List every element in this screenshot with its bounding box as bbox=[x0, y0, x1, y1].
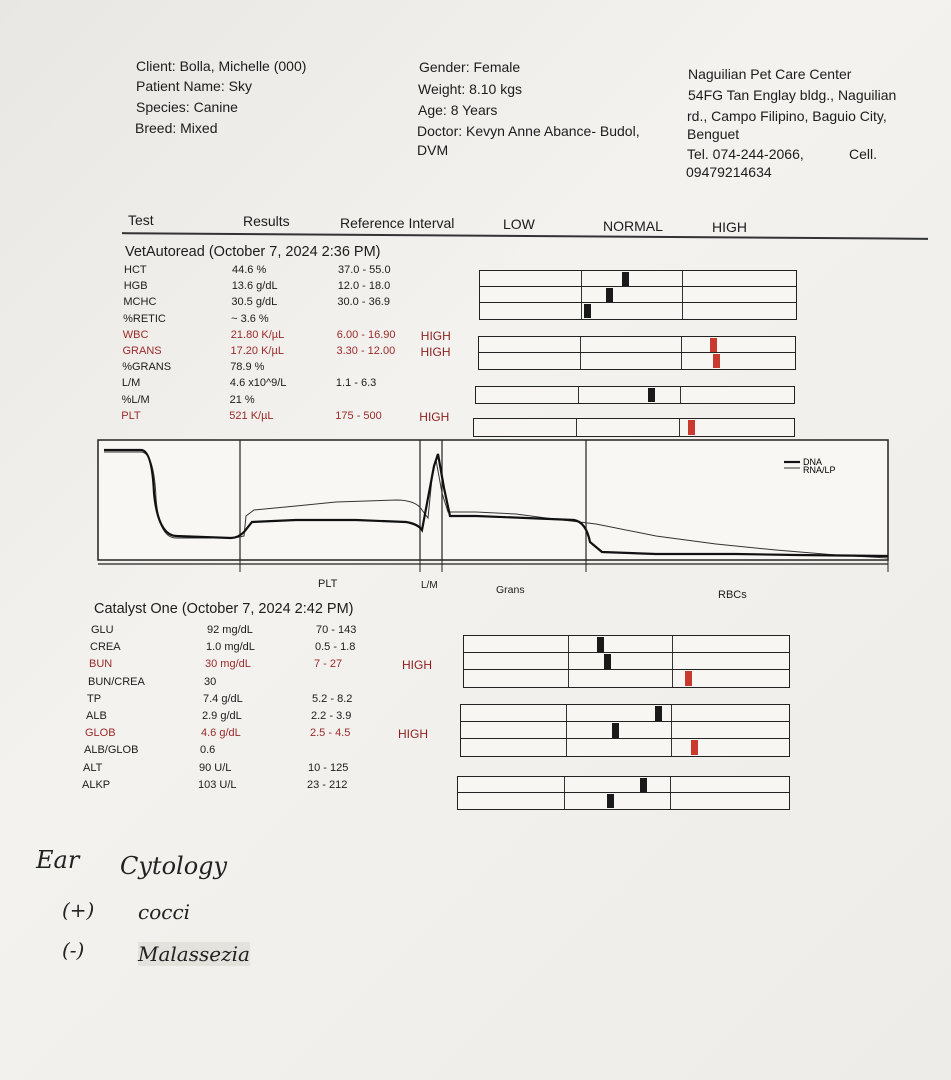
clinic-cell: 09479214634 bbox=[686, 164, 772, 180]
range-bar bbox=[463, 669, 790, 688]
test-name: MCHC bbox=[123, 296, 157, 309]
note-positive: (+) bbox=[62, 898, 95, 922]
clinic-address-2: rd., Campo Filipino, Baguio City, bbox=[687, 108, 887, 124]
range-divider bbox=[566, 722, 567, 739]
reference-interval: 175 - 500 bbox=[335, 409, 382, 422]
range-divider bbox=[681, 353, 682, 369]
test-result: 90 U/L bbox=[199, 761, 232, 774]
high-flag: HIGH bbox=[398, 727, 428, 742]
clinic-address-1: 54FG Tan Englay bldg., Naguilian bbox=[688, 87, 897, 103]
range-divider bbox=[581, 287, 582, 303]
range-bar bbox=[479, 302, 797, 320]
value-marker bbox=[606, 288, 613, 302]
range-divider bbox=[671, 722, 672, 739]
reference-interval: 1.1 - 6.3 bbox=[335, 377, 377, 390]
test-result: 44.6 % bbox=[232, 264, 267, 276]
range-divider bbox=[682, 303, 683, 319]
test-name: ALT bbox=[83, 761, 103, 774]
range-divider bbox=[670, 793, 671, 809]
test-name: CREA bbox=[90, 641, 121, 654]
clinic-name: Naguilian Pet Care Center bbox=[688, 66, 852, 82]
test-name: ALB bbox=[86, 710, 107, 722]
range-divider bbox=[578, 387, 579, 403]
high-value-marker bbox=[710, 338, 717, 352]
histogram-label-plt: PLT bbox=[318, 578, 338, 590]
reference-interval: 2.5 - 4.5 bbox=[310, 727, 351, 740]
range-bar-group bbox=[473, 418, 795, 435]
weight: Weight: 8.10 kgs bbox=[418, 81, 523, 97]
range-divider bbox=[679, 419, 680, 436]
range-divider bbox=[682, 287, 683, 303]
reference-interval: 10 - 125 bbox=[308, 761, 349, 774]
test-result: 21.80 K/µL bbox=[230, 328, 285, 341]
test-result: 30 bbox=[204, 675, 217, 688]
range-divider bbox=[580, 353, 581, 369]
high-flag: HIGH bbox=[419, 409, 450, 424]
reference-interval: 23 - 212 bbox=[307, 778, 348, 791]
note-cytology: Cytology bbox=[120, 852, 228, 880]
test-name: GLU bbox=[91, 624, 114, 636]
range-divider bbox=[566, 705, 567, 722]
range-bar-group bbox=[463, 635, 790, 686]
range-divider bbox=[564, 793, 565, 809]
test-name: GRANS bbox=[122, 345, 162, 357]
range-divider bbox=[672, 670, 673, 687]
range-divider bbox=[566, 739, 567, 756]
value-marker bbox=[640, 778, 647, 792]
test-name: %RETIC bbox=[123, 312, 166, 325]
note-malassezia: Malassezia bbox=[138, 942, 250, 966]
test-result: 7.4 g/dL bbox=[203, 692, 243, 705]
range-divider bbox=[672, 636, 673, 653]
high-value-marker bbox=[691, 740, 698, 755]
clinic-address-3: Benguet bbox=[687, 126, 740, 142]
header-rule bbox=[122, 232, 928, 240]
test-result: 30.5 g/dL bbox=[231, 296, 278, 309]
patient-name: Patient Name: Sky bbox=[136, 78, 252, 94]
range-bar bbox=[478, 336, 796, 354]
range-divider bbox=[581, 303, 582, 319]
note-cocci: cocci bbox=[138, 900, 191, 924]
histogram-label-lm: L/M bbox=[421, 580, 438, 591]
test-name: %GRANS bbox=[122, 361, 172, 374]
reference-interval: 7 - 27 bbox=[314, 658, 343, 671]
range-bar bbox=[457, 776, 790, 794]
range-bar-group bbox=[479, 270, 797, 318]
range-bar bbox=[457, 792, 790, 810]
range-bar-group bbox=[460, 704, 790, 755]
range-bar bbox=[478, 352, 796, 370]
test-name: HGB bbox=[123, 280, 148, 293]
value-marker bbox=[607, 794, 614, 808]
clinic-cell-label: Cell. bbox=[849, 146, 878, 162]
range-bar bbox=[479, 270, 797, 288]
high-value-marker bbox=[685, 671, 692, 686]
range-divider bbox=[568, 636, 569, 653]
test-name: BUN/CREA bbox=[88, 675, 145, 688]
value-marker bbox=[584, 304, 591, 318]
age: Age: 8 Years bbox=[418, 102, 498, 118]
value-marker bbox=[612, 723, 619, 738]
range-bar bbox=[473, 418, 795, 437]
clinic-tel: Tel. 074-244-2066, bbox=[687, 146, 804, 162]
test-name: WBC bbox=[122, 328, 149, 341]
range-bar bbox=[479, 286, 797, 304]
test-result: 0.6 bbox=[200, 744, 216, 757]
vetautoread-title: VetAutoread (October 7, 2024 2:36 PM) bbox=[125, 244, 381, 260]
reference-interval: 6.00 - 16.90 bbox=[336, 328, 396, 341]
range-divider bbox=[682, 271, 683, 287]
range-divider bbox=[568, 653, 569, 670]
range-bar bbox=[463, 635, 790, 654]
test-name: GLOB bbox=[85, 727, 116, 740]
histogram-svg bbox=[96, 438, 891, 588]
col-high: HIGH bbox=[712, 219, 747, 235]
range-bar bbox=[475, 386, 795, 404]
high-flag: HIGH bbox=[420, 328, 451, 343]
reference-interval: 3.30 - 12.00 bbox=[336, 345, 396, 357]
test-result: 78.9 % bbox=[230, 361, 265, 374]
reference-interval: 0.5 - 1.8 bbox=[315, 641, 356, 654]
high-flag: HIGH bbox=[420, 345, 451, 359]
col-reference: Reference Interval bbox=[340, 215, 455, 231]
test-name: ALB/GLOB bbox=[84, 744, 139, 757]
breed: Breed: Mixed bbox=[135, 120, 218, 136]
range-bar-group bbox=[457, 776, 790, 808]
high-flag: HIGH bbox=[402, 658, 432, 673]
value-marker bbox=[604, 654, 611, 669]
test-name: L/M bbox=[121, 377, 141, 390]
species: Species: Canine bbox=[136, 99, 238, 115]
reference-interval: 37.0 - 55.0 bbox=[338, 264, 391, 276]
doctor-title: DVM bbox=[417, 142, 449, 158]
gender: Gender: Female bbox=[419, 59, 521, 75]
test-result: 13.6 g/dL bbox=[231, 280, 278, 293]
col-normal: NORMAL bbox=[603, 218, 663, 234]
range-divider bbox=[672, 653, 673, 670]
test-name: %L/M bbox=[121, 393, 150, 406]
range-divider bbox=[671, 739, 672, 756]
range-divider bbox=[671, 705, 672, 722]
histogram-frame bbox=[98, 440, 888, 560]
catalyst-title: Catalyst One (October 7, 2024 2:42 PM) bbox=[94, 601, 354, 617]
reference-interval: 5.2 - 8.2 bbox=[312, 692, 353, 705]
col-test: Test bbox=[128, 212, 154, 228]
test-result: 30 mg/dL bbox=[205, 658, 251, 671]
value-marker bbox=[648, 388, 655, 402]
legend-rna: RNA/LP bbox=[803, 465, 836, 475]
range-bar bbox=[460, 704, 790, 723]
test-name: HCT bbox=[124, 264, 147, 276]
range-bar-group bbox=[478, 336, 796, 368]
high-value-marker bbox=[688, 420, 695, 435]
reference-interval: 2.2 - 3.9 bbox=[311, 710, 352, 722]
range-divider bbox=[568, 670, 569, 687]
range-divider bbox=[680, 387, 681, 403]
legend-dna: DNA bbox=[803, 457, 823, 467]
note-negative: (-) bbox=[62, 938, 85, 962]
reference-interval: 12.0 - 18.0 bbox=[337, 280, 391, 293]
range-bar-group bbox=[475, 386, 795, 402]
test-result: 4.6 x10^9/L bbox=[229, 377, 287, 390]
reference-interval: 30.0 - 36.9 bbox=[337, 296, 390, 309]
histogram-label-grans: Grans bbox=[496, 584, 525, 596]
test-result: 103 U/L bbox=[198, 778, 237, 791]
test-result: 17.20 K/µL bbox=[230, 345, 284, 357]
range-bar bbox=[463, 652, 790, 671]
client-name: Client: Bolla, Michelle (000) bbox=[136, 58, 307, 74]
test-name: TP bbox=[87, 692, 102, 705]
range-divider bbox=[581, 271, 582, 287]
high-value-marker bbox=[713, 354, 720, 368]
range-divider bbox=[580, 337, 581, 353]
col-results: Results bbox=[243, 213, 290, 229]
value-marker bbox=[655, 706, 662, 721]
col-low: LOW bbox=[503, 216, 535, 232]
test-name: BUN bbox=[89, 658, 113, 671]
test-result: 1.0 mg/dL bbox=[206, 641, 255, 654]
test-result: 4.6 g/dL bbox=[201, 727, 241, 740]
doctor: Doctor: Kevyn Anne Abance- Budol, bbox=[417, 123, 640, 139]
test-result: ~ 3.6 % bbox=[231, 312, 269, 325]
note-ear: Ear bbox=[36, 846, 80, 874]
range-divider bbox=[670, 777, 671, 793]
range-divider bbox=[681, 337, 682, 353]
test-result: 521 K/µL bbox=[229, 409, 274, 422]
range-divider bbox=[564, 777, 565, 793]
range-bar bbox=[460, 738, 790, 757]
test-result: 21 % bbox=[229, 393, 255, 406]
test-result: 2.9 g/dL bbox=[202, 710, 242, 722]
value-marker bbox=[597, 637, 604, 652]
test-name: ALKP bbox=[82, 778, 111, 791]
range-divider bbox=[576, 419, 577, 436]
test-result: 92 mg/dL bbox=[207, 624, 253, 636]
test-name: PLT bbox=[121, 409, 141, 422]
histogram-label-rbcs: RBCs bbox=[718, 589, 747, 601]
reference-interval: 70 - 143 bbox=[316, 624, 357, 636]
value-marker bbox=[622, 272, 629, 286]
range-bar bbox=[460, 721, 790, 740]
